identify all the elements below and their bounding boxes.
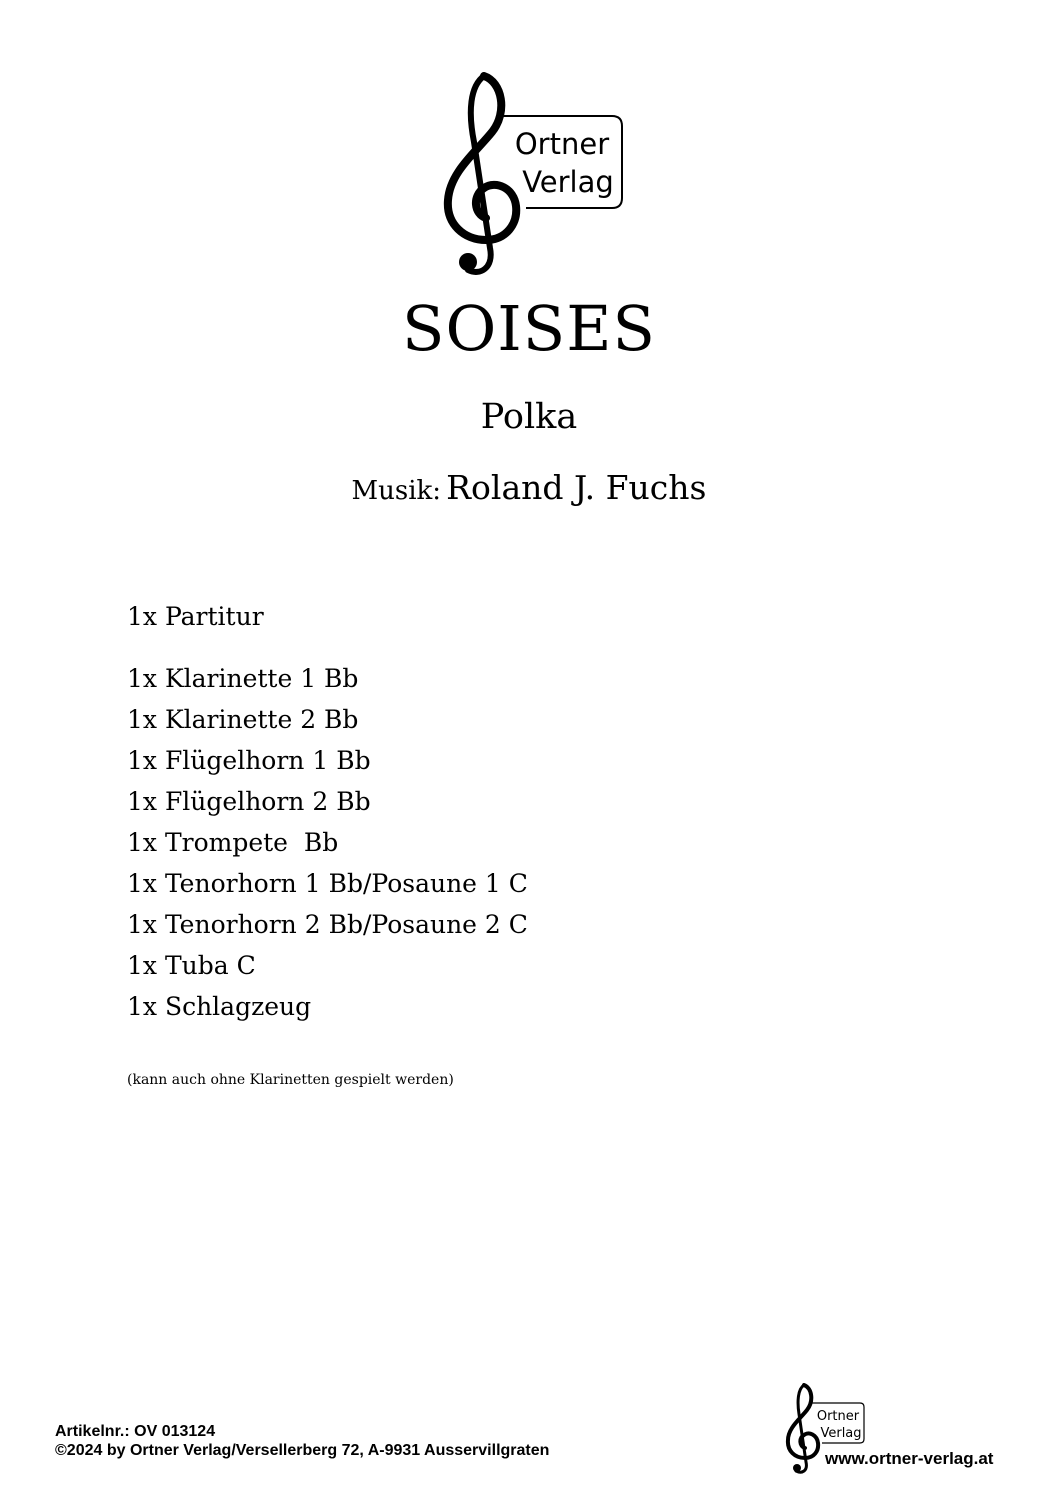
part-item: 1x Klarinette 1 Bb xyxy=(127,664,359,693)
part-item: 1x Schlagzeug xyxy=(127,992,312,1021)
logo-line1: Ortner xyxy=(514,127,610,161)
parts-list xyxy=(127,658,528,1027)
part-item: 1x Flügelhorn 2 Bb xyxy=(127,787,371,816)
part-item: 1x Tenorhorn 2 Bb/Posaune 2 C xyxy=(127,910,528,939)
part-item: 1x Tenorhorn 1 Bb/Posaune 1 C xyxy=(127,869,528,898)
publisher-logo xyxy=(440,72,630,278)
copyright-line: ©2024 by Ortner Verlag/Versellerberg 72, A-9931 Ausservillgraten xyxy=(55,1442,550,1459)
score-item: 1x Partitur xyxy=(127,602,264,631)
treble-clef-icon xyxy=(788,1385,818,1472)
logo-small-line2: Verlag xyxy=(820,1426,862,1441)
part-item: 1x Tuba C xyxy=(127,951,256,980)
composer-credit xyxy=(0,468,1058,507)
article-number: Artikelnr.: OV 013124 xyxy=(55,1423,216,1440)
website-link[interactable]: www.ortner-verlag.at xyxy=(825,1449,994,1468)
page-title: SOISES xyxy=(402,292,656,365)
footer-info xyxy=(55,1422,549,1460)
instrumentation-note: (kann auch ohne Klarinetten gespielt werden) xyxy=(127,1072,454,1088)
part-item: 1x Flügelhorn 1 Bb xyxy=(127,746,371,775)
logo-small-line1: Ortner xyxy=(816,1409,860,1424)
part-item: 1x Klarinette 2 Bb xyxy=(127,705,359,734)
subtitle: Polka xyxy=(480,397,578,437)
treble-clef-icon xyxy=(448,76,516,272)
logo-line2: Verlag xyxy=(522,165,614,199)
composer-prefix: Musik: xyxy=(351,476,442,506)
part-item: 1x Trompete Bb xyxy=(127,828,339,857)
composer-name: Roland J. Fuchs xyxy=(446,468,707,507)
